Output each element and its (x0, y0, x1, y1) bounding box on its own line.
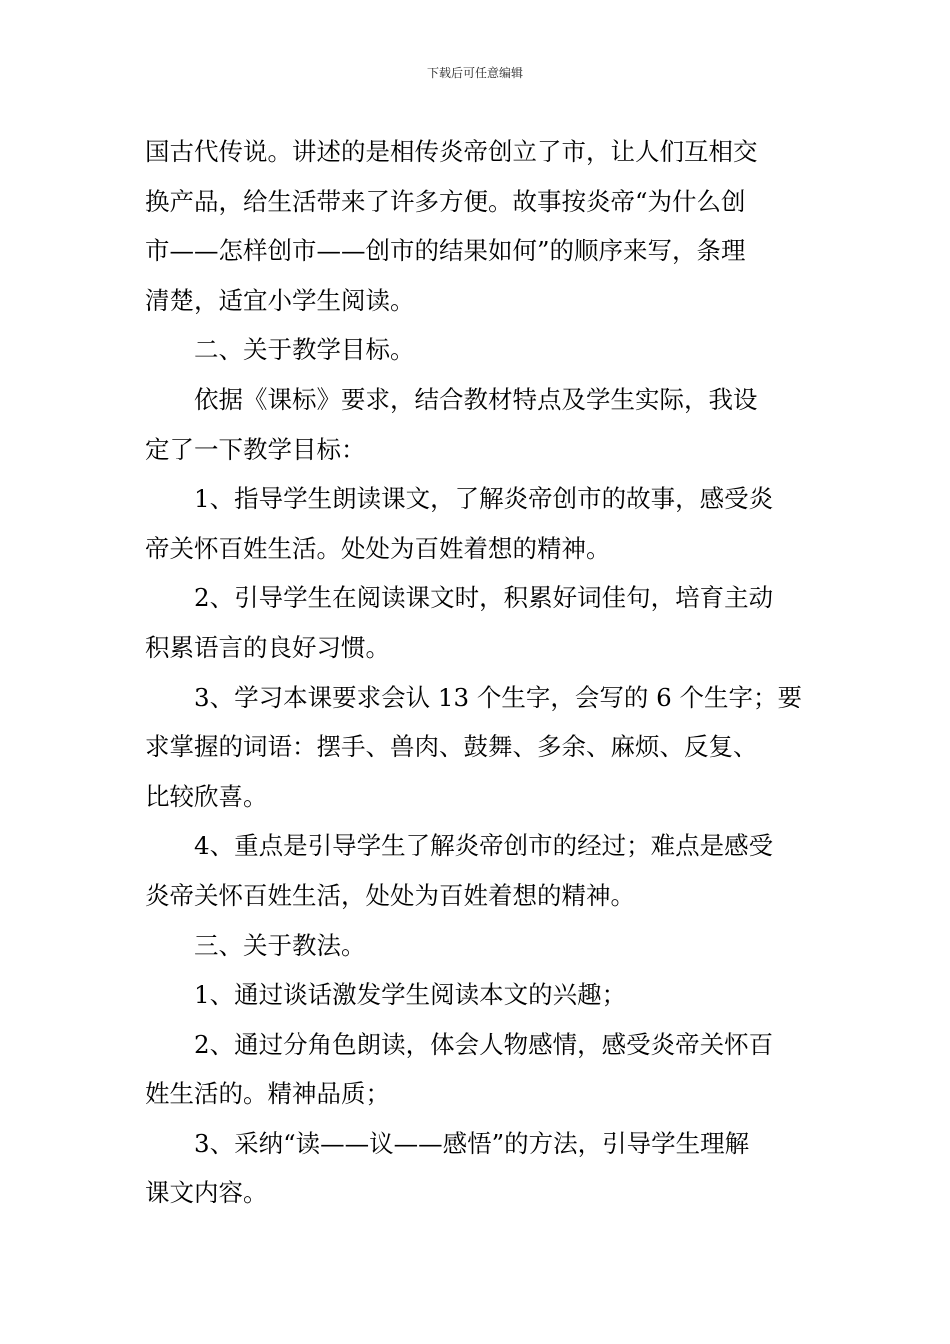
page-header-note: 下载后可任意编辑 (426, 66, 523, 80)
text-line: 2、引导学生在阅读课文时，积累好词佳句，培育主动 (194, 583, 774, 613)
method-item-2 (145, 1020, 810, 1119)
text-line: 求掌握的词语：摆手、兽肉、鼓舞、多余、麻烦、反复、 (145, 732, 758, 762)
method-item-3 (145, 1119, 810, 1218)
goal-item-2 (145, 573, 810, 672)
heading-line: 三、关于教法。 (194, 930, 366, 960)
text-line: 定了一下教学目标： (145, 434, 366, 464)
goal-item-3 (145, 673, 810, 822)
text-line: 依据《课标》要求，结合教材特点及学生实际，我设 (194, 384, 758, 414)
goal-item-1 (145, 474, 810, 573)
section-heading-teaching-methods (145, 921, 810, 971)
text-line: 3、学习本课要求会认 13 个生字，会写的 6 个生字；要 (194, 682, 802, 712)
text-line: 清楚，适宜小学生阅读。 (145, 285, 415, 315)
text-line: 帝关怀百姓生活。处处为百姓着想的精神。 (145, 533, 611, 563)
section-heading-teaching-goals (145, 325, 810, 375)
text-line: 2、通过分角色朗读，体会人物感情，感受炎帝关怀百 (194, 1029, 774, 1059)
paragraph-goals-intro (145, 375, 810, 474)
text-line: 国古代传说。讲述的是相传炎帝创立了市，让人们互相交 (145, 137, 758, 166)
paragraph-intro (145, 127, 810, 325)
text-line: 炎帝关怀百姓生活，处处为百姓着想的精神。 (145, 880, 635, 910)
goal-item-4 (145, 821, 810, 920)
text-line: 1、通过谈话激发学生阅读本文的兴趣； (194, 980, 627, 1010)
text-line: 换产品，给生活带来了许多方便。故事按炎帝“为什么创 (145, 186, 746, 216)
heading-line: 二、关于教学目标。 (194, 335, 415, 365)
text-line: 积累语言的良好习惯。 (145, 632, 390, 662)
text-line: 市——怎样创市——创市的结果如何”的顺序来写，条理 (145, 236, 746, 266)
method-item-1 (145, 970, 810, 1020)
text-line: 4、重点是引导学生了解炎帝创市的经过；难点是感受 (194, 831, 774, 861)
text-line: 3、采纳“读——议——感悟”的方法，引导学生理解 (194, 1128, 750, 1158)
text-line: 课文内容。 (145, 1178, 268, 1208)
text-line: 比较欣喜。 (145, 781, 268, 811)
text-line: 1、指导学生朗读课文，了解炎帝创市的故事，感受炎 (194, 484, 774, 514)
text-line: 姓生活的。精神品质； (145, 1079, 390, 1109)
document-body (145, 127, 810, 1218)
